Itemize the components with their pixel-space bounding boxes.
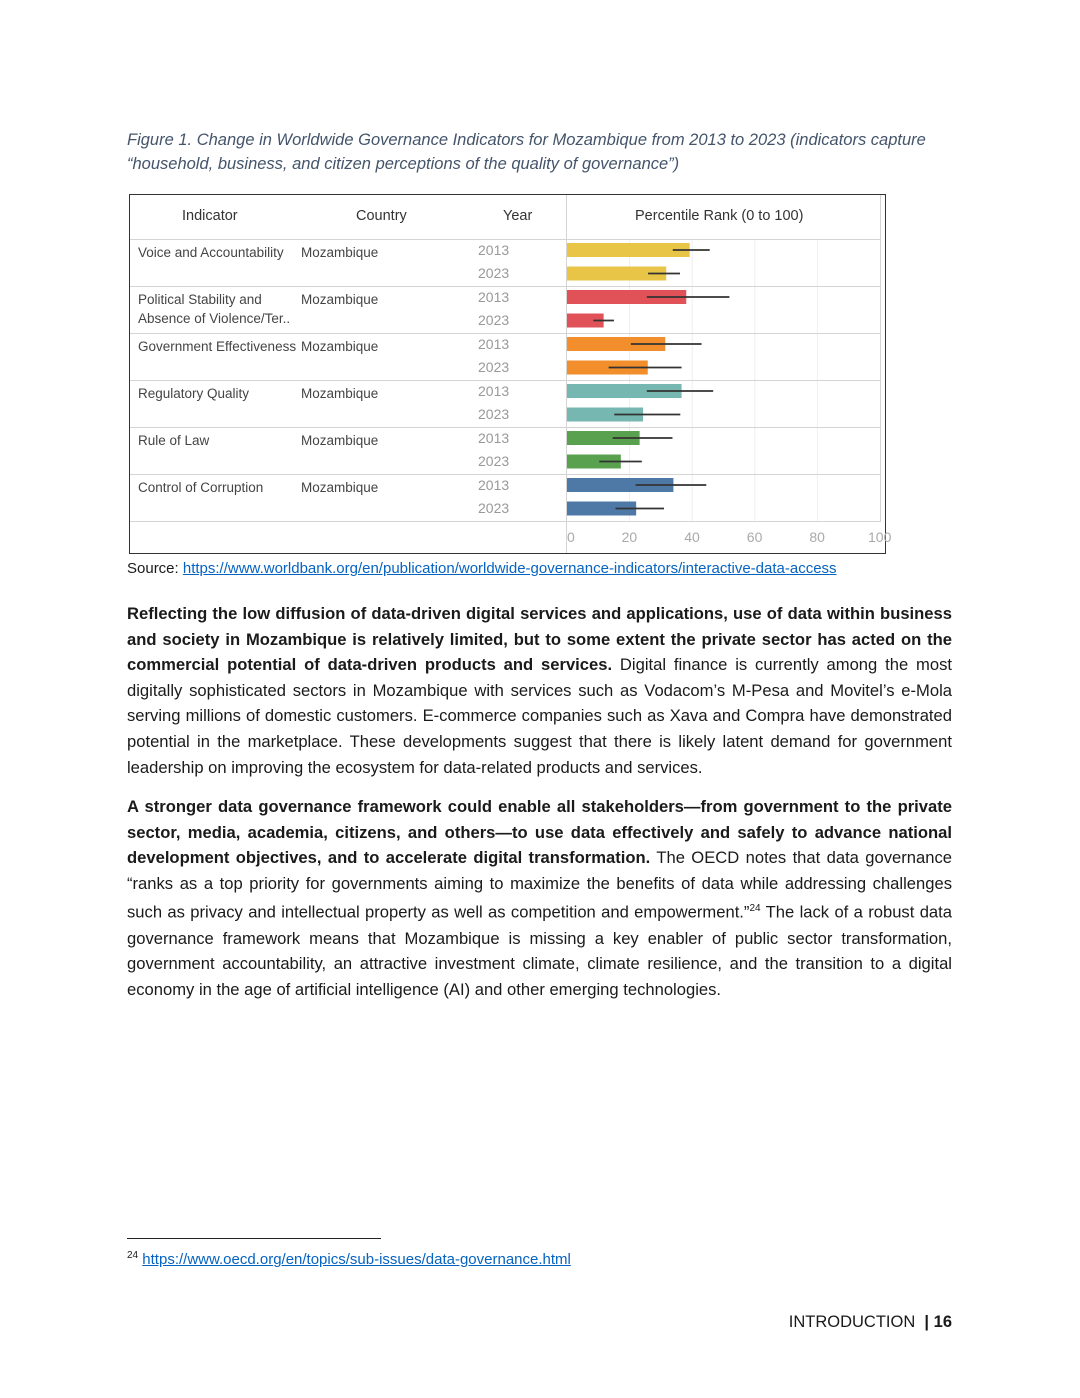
row-divider <box>130 474 881 475</box>
header-country: Country <box>356 208 407 224</box>
source-label: Source: <box>127 560 183 577</box>
year-cell: 2023 <box>478 312 510 328</box>
indicator-cell: Voice and Accountability <box>138 245 284 260</box>
row-divider <box>130 427 881 428</box>
column-divider <box>880 195 881 521</box>
footnote-number: 24 <box>127 1250 139 1261</box>
paragraph-2-lead: A stronger data governance framework could enable all stakeholders—from government to the private sector, media, academia, citizens, and others—to use data effectively and safely to advance national development objectives, and to accelerate digital transformation. <box>127 797 952 868</box>
footer-section: INTRODUCTION <box>788 1313 916 1331</box>
year-cell: 2013 <box>478 289 510 305</box>
indicator-cell: Regulatory Quality <box>138 386 250 401</box>
x-tick-label: 0 <box>567 529 575 545</box>
paragraph-1-body: Digital finance is currently among the most digitally sophisticated sectors in Mozambique with services such as Vodacom’s M-Pesa and Movitel’s e-Mola serving millions of domestic customers. E-commerce companies such as Xava and Compra have demonstrated potential in the marketplace. These developments suggest that there is likely latent demand for government leadership on improving the ecosystem for data-related products and services. <box>127 655 952 777</box>
bar <box>567 243 690 257</box>
year-cell: 2013 <box>478 383 510 399</box>
figure-caption: Figure 1. Change in Worldwide Governance Indicators for Mozambique from 2013 to 2023 (indicators capture “household, business, and citizen perceptions of the quality of governance”) <box>127 131 926 173</box>
header-year: Year <box>503 208 533 224</box>
footnote <box>127 1250 571 1268</box>
governance-indicators-figure <box>129 194 892 554</box>
x-tick-label: 20 <box>621 529 638 545</box>
year-cell: 2023 <box>478 265 510 281</box>
page-footer <box>789 1313 952 1332</box>
x-tick-label: 80 <box>809 529 825 545</box>
indicator-cell: Government Effectiveness <box>138 339 297 354</box>
source-link[interactable]: https://www.worldbank.org/en/publication/worldwide-governance-indicators/interactive-data-access <box>182 560 837 577</box>
column-divider <box>566 195 567 553</box>
year-cell: 2013 <box>478 430 510 446</box>
country-cell: Mozambique <box>301 386 379 401</box>
year-cell: 2013 <box>478 477 510 493</box>
footer-separator: | <box>924 1313 930 1331</box>
footnote-link[interactable]: https://www.oecd.org/en/topics/sub-issues/data-governance.html <box>142 1251 571 1268</box>
row-divider <box>130 333 881 334</box>
x-tick-label: 60 <box>746 529 763 545</box>
country-cell: Mozambique <box>301 480 379 495</box>
indicator-cell: Political Stability and Absence of Violence/Ter.. <box>138 292 291 326</box>
year-cell: 2023 <box>478 359 510 375</box>
indicator-cell: Rule of Law <box>138 433 210 448</box>
indicator-cell: Control of Corruption <box>138 480 264 495</box>
footnote-divider <box>127 1238 381 1239</box>
year-cell: 2023 <box>478 406 510 422</box>
country-cell: Mozambique <box>301 245 379 260</box>
paragraph-2 <box>127 794 952 1002</box>
row-divider <box>130 380 881 381</box>
footnote-ref[interactable]: 24 <box>749 903 761 915</box>
row-divider <box>130 239 881 240</box>
header-percentile-rank: Percentile Rank (0 to 100) <box>635 208 804 224</box>
paragraph-1-lead: Reflecting the low diffusion of data-driven digital services and applications, use of data within business and society in Mozambique is relatively limited, but to some extent the private sector has acted on the commercial potential of data-driven products and services. <box>127 604 952 675</box>
country-cell: Mozambique <box>301 292 379 307</box>
paragraph-2-body: The OECD notes that data governance “ranks as a top priority for governments aiming to maximize the benefits of data while addressing challenges such as privacy and intellectual property as well as competition and empowerment.” <box>127 848 953 922</box>
year-cell: 2013 <box>478 242 510 258</box>
header-indicator: Indicator <box>182 208 238 224</box>
country-cell: Mozambique <box>301 339 379 354</box>
country-cell: Mozambique <box>301 433 379 448</box>
x-tick-label: 40 <box>684 529 700 545</box>
year-cell: 2023 <box>478 500 510 516</box>
year-cell: 2023 <box>478 453 510 469</box>
row-divider <box>130 521 881 522</box>
x-tick-label: 100 <box>868 529 892 545</box>
page-number: 16 <box>933 1313 952 1331</box>
year-cell: 2013 <box>478 336 510 352</box>
row-divider <box>130 286 881 287</box>
figure-source <box>127 560 837 577</box>
paragraph-2-body-end: The lack of a robust data governance framework means that Mozambique is missing a key enabler of public sector transformation, government accountability, an attractive investment climate, climate resilience, and the transition to a digital economy in the age of artificial intelligence (AI) and other emerging technologies. <box>127 902 952 999</box>
paragraph-1 <box>127 601 952 780</box>
